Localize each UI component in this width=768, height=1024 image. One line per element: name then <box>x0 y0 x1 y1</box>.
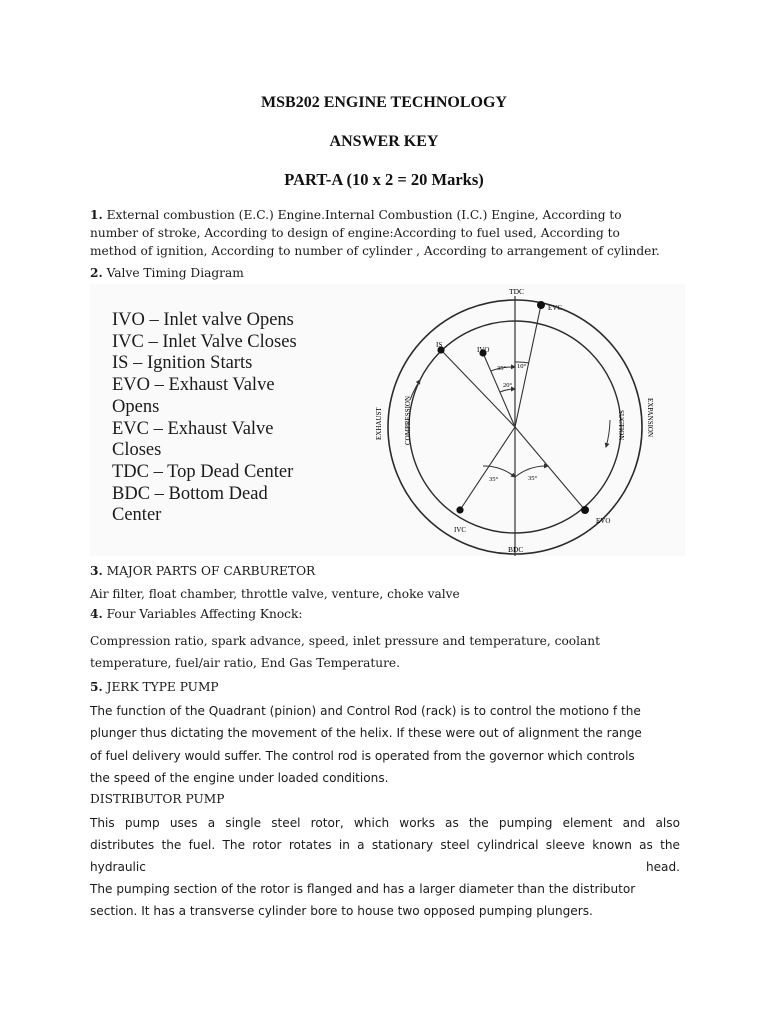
legend-item: IVO – Inlet valve Opens <box>112 310 294 330</box>
dist-line-5: section. It has a transverse cylinder bore to house two opposed pumping plungers. <box>90 904 593 918</box>
evc-point <box>537 301 545 309</box>
q1-number: 1. <box>90 208 103 222</box>
legend-item: EVO – Exhaust Valve <box>112 375 275 396</box>
q1-line-1: 1. External combustion (E.C.) Engine.Internal Combustion (I.C.) Engine, According to <box>90 208 622 222</box>
course-title: MSB202 ENGINE TECHNOLOGY <box>261 94 507 111</box>
ivc-label: IVC <box>454 526 467 534</box>
legend-item: Opens <box>112 396 160 417</box>
q2-title: Valve Timing Diagram <box>106 266 244 280</box>
legend-item: EVC – Exhaust Valve <box>112 418 274 439</box>
q5-number: 5. <box>90 680 103 694</box>
dist-line-1: This pump uses a single steel rotor, which works as the pumping element and also <box>90 816 680 830</box>
answer-key-heading: ANSWER KEY <box>329 133 439 150</box>
question-3 <box>90 562 680 603</box>
dist-line-3: hydraulic head. <box>90 860 680 874</box>
angle-10-label: 10° <box>517 363 527 370</box>
evo-label: EVO <box>596 517 611 525</box>
evo-point <box>581 506 589 514</box>
arc-20 <box>500 389 515 392</box>
q2-number: 2. <box>90 266 103 280</box>
legend-item: Closes <box>112 440 162 461</box>
legend-item: IS – Ignition Starts <box>112 353 253 374</box>
q3-body: Air filter, float chamber, throttle valve, venture, choke valve <box>90 587 460 601</box>
part-a-heading: PART-A (10 x 2 = 20 Marks) <box>284 170 484 189</box>
is-label: IS <box>436 341 443 349</box>
ivc-point <box>456 506 463 513</box>
legend-item: IVC – Inlet Valve Closes <box>112 331 297 352</box>
distributor-pump-heading: DISTRIBUTOR PUMP <box>90 792 225 806</box>
legend-item: Center <box>112 505 162 526</box>
legend-item: TDC – Top Dead Center <box>112 461 294 482</box>
jerk-line-2: plunger thus dictating the movement of the helix. If these were out of alignment the range <box>90 726 642 741</box>
q5-title: JERK TYPE PUMP <box>106 680 219 694</box>
q4-line-2: temperature, fuel/air ratio, End Gas Temperature. <box>90 656 400 670</box>
ivc-line <box>460 427 515 510</box>
q3-heading <box>90 562 680 580</box>
exhaust-label: EXHAUST <box>375 407 383 440</box>
q1-line-2: number of stroke, According to design of engine:According to fuel used, According to <box>90 226 620 240</box>
jerk-line-1: The function of the Quadrant (pinion) and Control Rod (rack) is to control the motiono f the <box>90 704 641 718</box>
legend-item: BDC – Bottom Dead <box>112 483 268 504</box>
jerk-line-3: of fuel delivery would suffer. The control rod is operated from the governor which controls <box>90 748 635 763</box>
dist-line-4: The pumping section of the rotor is flanged and has a larger diameter than the distributor <box>90 882 636 896</box>
question-2-heading <box>90 264 680 282</box>
angle-35-left-label: 35° <box>489 476 499 483</box>
question-1 <box>90 206 680 260</box>
question-4-body <box>90 630 680 674</box>
bdc-label: BDC <box>508 545 524 554</box>
suction-label: SUCTION <box>617 410 625 441</box>
expansion-label: EXPANSION <box>646 398 654 438</box>
evc-label: EVC <box>548 304 562 312</box>
jerk-pump-text <box>90 700 680 789</box>
evo-line <box>515 427 585 510</box>
q4-title: Four Variables Affecting Knock: <box>106 607 303 621</box>
valve-timing-diagram-figure <box>90 284 685 556</box>
ivo-label: IVO <box>477 346 490 354</box>
suction-arrow <box>606 420 610 447</box>
angle-35-top-label: 35° <box>497 365 507 372</box>
angle-20-label: 20° <box>503 382 513 389</box>
angle-35-right-label: 35° <box>528 475 538 482</box>
question-5-heading <box>90 678 680 696</box>
compression-label: COMPRESSION <box>404 395 412 445</box>
q3-number: 3. <box>90 564 103 578</box>
distributor-pump-text <box>90 812 680 922</box>
q4-number: 4. <box>90 607 103 621</box>
tdc-label: TDC <box>509 287 524 296</box>
q4-line-1: Compression ratio, spark advance, speed, inlet pressure and temperature, coolant <box>90 634 601 648</box>
jerk-line-4: the speed of the engine under loaded conditions. <box>90 770 389 785</box>
valve-timing-circle-diagram <box>90 284 685 556</box>
q3-title: MAJOR PARTS OF CARBURETOR <box>106 564 316 578</box>
q1-line-3: method of ignition, According to number of cylinder , According to arrangement of cylinder. <box>90 244 660 258</box>
dist-line-2: distributes the fuel. The rotor rotates in a stationary steel cylindrical sleeve known as the <box>90 838 680 852</box>
question-4-heading <box>90 605 680 623</box>
